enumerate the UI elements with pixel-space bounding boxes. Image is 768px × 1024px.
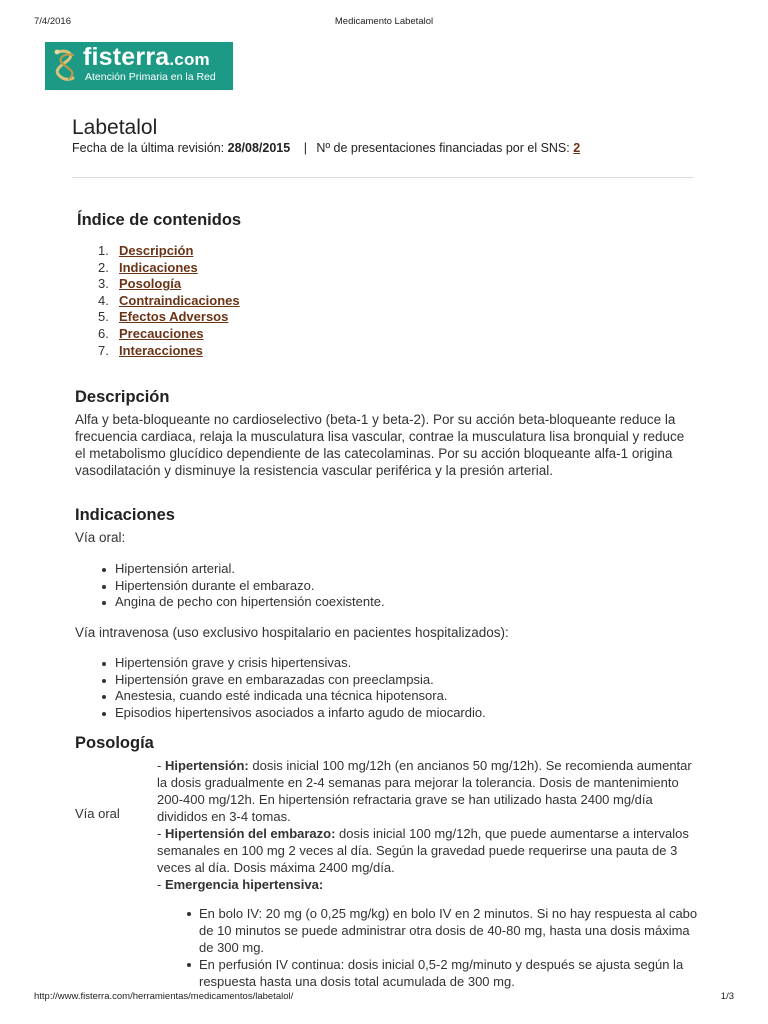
posologia-oral-dosing xyxy=(157,757,702,893)
toc-link-indicaciones[interactable]: Indicaciones xyxy=(119,259,198,275)
dose-hipertension-text: dosis inicial 100 mg/12h (en ancianos 50 mg/12h). Se recomienda aumentar la dosis gradualmente en 2-4 semanas para mejorar la tolerancia. Dosis de mantenimiento 200-400 mg/12h. En hipertensión refractaria grave se han utilizado hasta 2400 mg/día divididos en 3-4 tomas. xyxy=(157,758,692,824)
toc-title: Índice de contenidos xyxy=(77,211,242,229)
indicaciones-iv-label: Vía intravenosa (uso exclusivo hospitalario en pacientes hospitalizados): xyxy=(75,625,509,640)
print-document-title: Medicamento Labetalol xyxy=(334,16,434,27)
toc-item xyxy=(98,260,240,277)
toc-item xyxy=(98,276,240,293)
dose-emergencia xyxy=(157,876,702,893)
dose-embarazo-prefix: - xyxy=(157,826,165,841)
logo-tagline: Atención Primaria en la Red xyxy=(85,71,216,83)
logo-brand-name: fisterra xyxy=(83,43,170,71)
indicaciones-iv-list xyxy=(100,655,486,721)
dose-hipertension xyxy=(157,757,702,825)
list-item: Anestesia, cuando esté indicada una técnica hipotensora. xyxy=(100,688,486,705)
section-title-descripcion: Descripción xyxy=(75,388,170,406)
dose-emergencia-prefix: - xyxy=(157,877,165,892)
revision-label: Fecha de la última revisión: xyxy=(72,141,225,155)
dose-embarazo-text: dosis inicial 100 mg/12h, que puede aumentarse a intervalos semanales en 100 mg 2 veces al día. Según la gravedad puede requerirse una pauta de 3 veces al día. Dosis máxima 2400 mg/día. xyxy=(157,826,689,875)
toc-link-posologia[interactable]: Posología xyxy=(119,276,182,292)
revision-date: 28/08/2015 xyxy=(227,141,291,155)
toc-item-number: 4. xyxy=(98,292,109,308)
toc-link-descripcion[interactable]: Descripción xyxy=(119,243,194,258)
toc-item-number: 7. xyxy=(98,342,109,358)
revision-meta xyxy=(72,141,580,155)
meta-separator: | xyxy=(303,141,307,155)
sns-count-link[interactable]: 2 xyxy=(573,141,581,155)
toc-link-contraindicaciones[interactable]: Contraindicaciones xyxy=(119,292,240,308)
print-page-number: 1/3 xyxy=(720,991,734,1002)
toc-link-efectos-adversos[interactable]: Efectos Adversos xyxy=(119,309,229,325)
posologia-iv-list xyxy=(185,905,700,990)
toc-item-number: 3. xyxy=(98,276,109,292)
toc-link-interacciones[interactable]: Interacciones xyxy=(119,342,203,358)
logo-brand xyxy=(83,43,210,72)
descripcion-text: Alfa y beta-bloqueante no cardioselectivo (beta-1 y beta-2). Por su acción beta-bloqueante reduce la frecuencia cardiaca, relaja la musculatura lisa vascular, contrae la musculatura lisa bronquial y reduce el metabolismo glucídico dependiente de las catecolaminas. Por su acción bloqueante alfa-1 origina vasodilatación y disminuye la resistencia vascular periférica y la presión arterial. xyxy=(75,412,685,478)
dose-hipertension-label: Hipertensión: xyxy=(164,758,249,773)
list-item: Angina de pecho con hipertensión coexistente. xyxy=(100,594,385,611)
logo-brand-suffix: .com xyxy=(169,50,210,69)
list-item: Hipertensión durante el embarazo. xyxy=(100,578,385,595)
indicaciones-oral-list xyxy=(100,561,385,611)
print-header xyxy=(34,16,734,30)
print-url: http://www.fisterra.com/herramientas/medicamentos/labetalol/ xyxy=(34,991,294,1002)
print-footer xyxy=(34,991,734,1005)
list-item: Hipertensión grave y crisis hipertensivas. xyxy=(100,655,486,672)
dose-hipertension-prefix: - xyxy=(157,758,165,773)
toc-item xyxy=(98,243,240,260)
toc-item-number: 2. xyxy=(98,259,109,275)
indicaciones-oral-label: Vía oral: xyxy=(75,530,126,545)
header-divider xyxy=(72,177,694,178)
dose-embarazo xyxy=(157,825,702,876)
toc-item-number: 5. xyxy=(98,309,109,325)
toc-link-precauciones[interactable]: Precauciones xyxy=(119,325,204,341)
toc-list xyxy=(98,243,240,359)
list-item: Episodios hipertensivos asociados a infarto agudo de miocardio. xyxy=(100,705,486,722)
toc-item xyxy=(98,309,240,326)
section-title-indicaciones: Indicaciones xyxy=(75,506,175,524)
sns-label: Nº de presentaciones financiadas por el SNS: xyxy=(316,141,570,155)
list-item: En perfusión IV continua: dosis inicial 0,5-2 mg/minuto y después se ajusta según la respuesta hasta una dosis total acumulada de 300 mg. xyxy=(185,956,700,990)
toc-item-number: 1. xyxy=(98,243,109,258)
list-item: Hipertensión grave en embarazadas con preeclampsia. xyxy=(100,672,486,689)
caduceus-icon xyxy=(49,47,81,85)
toc-item xyxy=(98,326,240,343)
list-item: En bolo IV: 20 mg (o 0,25 mg/kg) en bolo IV en 2 minutos. Si no hay respuesta al cabo de 10 minutos se puede administrar otra dosis de 40-80 mg, hasta una dosis máxima de 300 mg. xyxy=(185,905,700,956)
section-title-posologia: Posología xyxy=(75,734,154,752)
dose-emergencia-label: Emergencia hipertensiva: xyxy=(164,877,324,892)
toc-item xyxy=(98,293,240,310)
page-title: Labetalol xyxy=(72,116,158,139)
print-date: 7/4/2016 xyxy=(34,16,71,27)
list-item: Hipertensión arterial. xyxy=(100,561,385,578)
dose-embarazo-label: Hipertensión del embarazo: xyxy=(164,826,336,841)
fisterra-logo[interactable] xyxy=(45,42,233,90)
toc-item-number: 6. xyxy=(98,325,109,341)
posologia-oral-label: Vía oral xyxy=(75,806,120,821)
toc-item xyxy=(98,343,240,360)
